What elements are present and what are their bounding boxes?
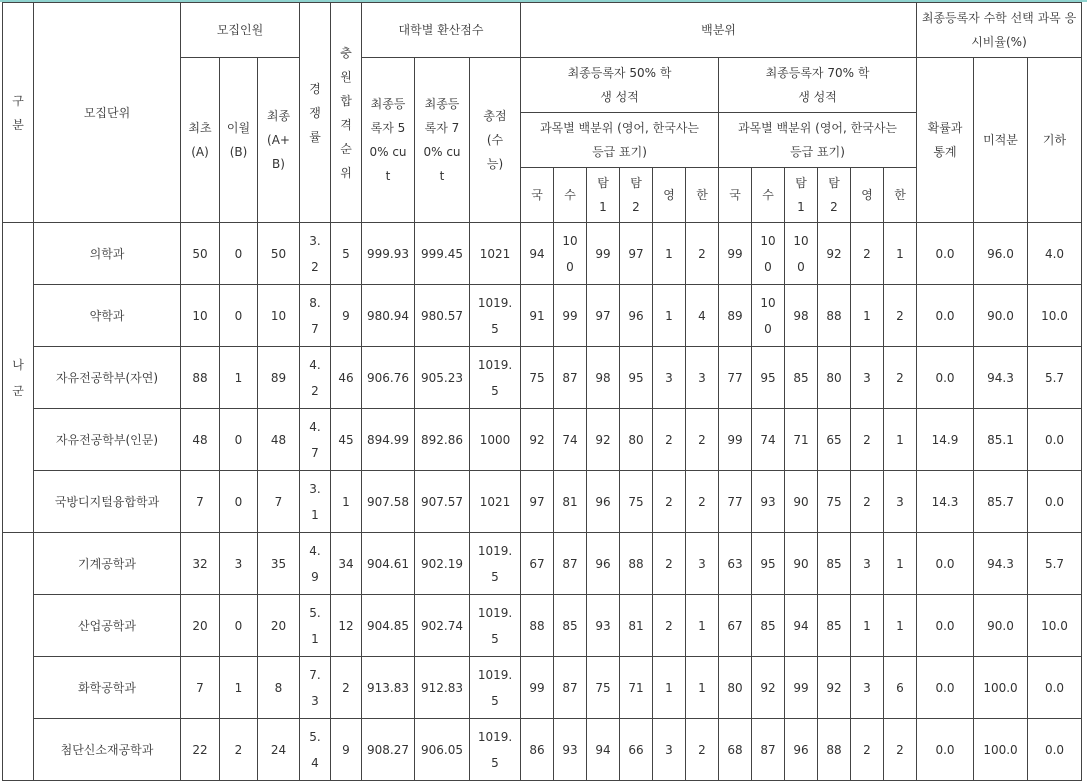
p50-kor-cell: 86 xyxy=(521,719,554,781)
ratio-geo-cell: 0.0 xyxy=(1028,719,1082,781)
p50-eng-cell: 1 xyxy=(653,285,686,347)
p50-math-cell: 93 xyxy=(554,719,587,781)
header-subject-eng: 영 xyxy=(851,168,884,223)
ratio-prob-cell: 14.9 xyxy=(917,409,974,471)
table-row xyxy=(3,595,1082,657)
quota-carry-cell: 1 xyxy=(220,347,258,409)
conv-70-cell: 906.05 xyxy=(415,719,470,781)
p70-history-cell: 1 xyxy=(884,223,917,285)
header-waitlist-rank: 충원합격순위 xyxy=(331,3,362,223)
table-row xyxy=(3,533,1082,595)
quota-initial-cell: 48 xyxy=(181,409,220,471)
p50-history-cell: 4 xyxy=(686,285,719,347)
header-ratio-prob: 확률과 통계 xyxy=(917,58,974,223)
unit-cell: 약학과 xyxy=(34,285,181,347)
quota-carry-cell: 0 xyxy=(220,471,258,533)
competition-cell: 8.7 xyxy=(300,285,331,347)
header-subject-math: 수 xyxy=(752,168,785,223)
p50-math-cell: 87 xyxy=(554,533,587,595)
header-subject-history: 한 xyxy=(686,168,719,223)
admission-results-table xyxy=(2,2,1082,781)
p70-inquiry1-cell: 96 xyxy=(785,719,818,781)
quota-initial-cell: 88 xyxy=(181,347,220,409)
p50-kor-cell: 99 xyxy=(521,657,554,719)
quota-carry-cell: 0 xyxy=(220,409,258,471)
header-competition: 경쟁률 xyxy=(300,3,331,223)
p50-eng-cell: 2 xyxy=(653,471,686,533)
quota-final-cell: 50 xyxy=(258,223,300,285)
p70-kor-cell: 89 xyxy=(719,285,752,347)
header-p50-subject-note: 과목별 백분위 (영어, 한국사는 등급 표기) xyxy=(521,113,719,168)
p70-kor-cell: 67 xyxy=(719,595,752,657)
quota-final-cell: 8 xyxy=(258,657,300,719)
quota-carry-cell: 0 xyxy=(220,595,258,657)
p70-eng-cell: 3 xyxy=(851,533,884,595)
p70-inquiry2-cell: 88 xyxy=(818,719,851,781)
p50-eng-cell: 2 xyxy=(653,533,686,595)
p50-inquiry1-cell: 97 xyxy=(587,285,620,347)
p70-math-cell: 85 xyxy=(752,595,785,657)
ratio-geo-cell: 10.0 xyxy=(1028,595,1082,657)
header-ratio-calc: 미적분 xyxy=(974,58,1028,223)
p50-inquiry1-cell: 94 xyxy=(587,719,620,781)
table-row xyxy=(3,471,1082,533)
waitlist-rank-cell: 5 xyxy=(331,223,362,285)
p50-history-cell: 2 xyxy=(686,223,719,285)
p50-eng-cell: 1 xyxy=(653,223,686,285)
quota-final-cell: 35 xyxy=(258,533,300,595)
p50-inquiry1-cell: 93 xyxy=(587,595,620,657)
quota-final-cell: 10 xyxy=(258,285,300,347)
quota-initial-cell: 50 xyxy=(181,223,220,285)
p50-eng-cell: 2 xyxy=(653,595,686,657)
unit-cell: 자유전공학부(인문) xyxy=(34,409,181,471)
total-score-cell: 1019.5 xyxy=(470,533,521,595)
p50-eng-cell: 1 xyxy=(653,657,686,719)
conv-50-cell: 894.99 xyxy=(362,409,415,471)
conv-70-cell: 902.74 xyxy=(415,595,470,657)
conv-70-cell: 892.86 xyxy=(415,409,470,471)
table-row xyxy=(3,657,1082,719)
header-quota-initial: 최초 (A) xyxy=(181,58,220,223)
p70-math-cell: 95 xyxy=(752,533,785,595)
header-quota-carry: 이월 (B) xyxy=(220,58,258,223)
ratio-geo-cell: 0.0 xyxy=(1028,471,1082,533)
quota-final-cell: 7 xyxy=(258,471,300,533)
ratio-prob-cell: 0.0 xyxy=(917,285,974,347)
header-percentile: 백분위 xyxy=(521,3,917,58)
table-row xyxy=(3,347,1082,409)
p70-math-cell: 92 xyxy=(752,657,785,719)
p50-eng-cell: 3 xyxy=(653,347,686,409)
ratio-prob-cell: 0.0 xyxy=(917,657,974,719)
quota-final-cell: 20 xyxy=(258,595,300,657)
header-subject-math: 수 xyxy=(554,168,587,223)
p50-history-cell: 2 xyxy=(686,719,719,781)
total-score-cell: 1000 xyxy=(470,409,521,471)
p50-kor-cell: 67 xyxy=(521,533,554,595)
p70-kor-cell: 80 xyxy=(719,657,752,719)
table-row xyxy=(3,285,1082,347)
header-converted-score: 대학별 환산점수 xyxy=(362,3,521,58)
p70-inquiry2-cell: 92 xyxy=(818,657,851,719)
competition-cell: 5.4 xyxy=(300,719,331,781)
unit-cell: 기계공학과 xyxy=(34,533,181,595)
header-quota: 모집인원 xyxy=(181,3,300,58)
header-conv-50: 최종등록자 50% cut xyxy=(362,58,415,223)
p70-inquiry2-cell: 85 xyxy=(818,533,851,595)
p70-history-cell: 6 xyxy=(884,657,917,719)
conv-70-cell: 980.57 xyxy=(415,285,470,347)
p50-inquiry1-cell: 98 xyxy=(587,347,620,409)
header-ratio-geo: 기하 xyxy=(1028,58,1082,223)
p50-inquiry1-cell: 99 xyxy=(587,223,620,285)
p70-history-cell: 3 xyxy=(884,471,917,533)
ratio-geo-cell: 0.0 xyxy=(1028,657,1082,719)
table-row xyxy=(3,409,1082,471)
p70-inquiry1-cell: 100 xyxy=(785,223,818,285)
ratio-calc-cell: 85.1 xyxy=(974,409,1028,471)
p50-inquiry1-cell: 75 xyxy=(587,657,620,719)
total-score-cell: 1019.5 xyxy=(470,347,521,409)
p50-history-cell: 1 xyxy=(686,657,719,719)
total-score-cell: 1019.5 xyxy=(470,285,521,347)
waitlist-rank-cell: 9 xyxy=(331,285,362,347)
ratio-prob-cell: 0.0 xyxy=(917,533,974,595)
header-subject-kor: 국 xyxy=(719,168,752,223)
waitlist-rank-cell: 9 xyxy=(331,719,362,781)
p50-kor-cell: 91 xyxy=(521,285,554,347)
total-score-cell: 1021 xyxy=(470,471,521,533)
conv-70-cell: 999.45 xyxy=(415,223,470,285)
header-subject-history: 한 xyxy=(884,168,917,223)
waitlist-rank-cell: 46 xyxy=(331,347,362,409)
p70-inquiry1-cell: 90 xyxy=(785,471,818,533)
p50-history-cell: 2 xyxy=(686,471,719,533)
p50-history-cell: 2 xyxy=(686,409,719,471)
waitlist-rank-cell: 2 xyxy=(331,657,362,719)
p50-math-cell: 81 xyxy=(554,471,587,533)
p50-kor-cell: 92 xyxy=(521,409,554,471)
conv-50-cell: 980.94 xyxy=(362,285,415,347)
quota-carry-cell: 2 xyxy=(220,719,258,781)
header-p70-subject-note: 과목별 백분위 (영어, 한국사는 등급 표기) xyxy=(719,113,917,168)
table-body xyxy=(3,223,1082,781)
p70-history-cell: 2 xyxy=(884,285,917,347)
conv-50-cell: 904.61 xyxy=(362,533,415,595)
p70-kor-cell: 77 xyxy=(719,347,752,409)
p70-history-cell: 1 xyxy=(884,533,917,595)
ratio-prob-cell: 0.0 xyxy=(917,223,974,285)
p50-inquiry1-cell: 92 xyxy=(587,409,620,471)
ratio-prob-cell: 14.3 xyxy=(917,471,974,533)
ratio-prob-cell: 0.0 xyxy=(917,347,974,409)
p70-math-cell: 95 xyxy=(752,347,785,409)
ratio-geo-cell: 5.7 xyxy=(1028,533,1082,595)
p70-inquiry1-cell: 85 xyxy=(785,347,818,409)
header-total-score: 총점 (수능) xyxy=(470,58,521,223)
p50-inquiry1-cell: 96 xyxy=(587,471,620,533)
conv-50-cell: 908.27 xyxy=(362,719,415,781)
p50-inquiry2-cell: 88 xyxy=(620,533,653,595)
p70-inquiry1-cell: 98 xyxy=(785,285,818,347)
competition-cell: 3.2 xyxy=(300,223,331,285)
p70-kor-cell: 68 xyxy=(719,719,752,781)
p70-eng-cell: 2 xyxy=(851,719,884,781)
header-math-ratio: 최종등록자 수학 선택 과목 응시비율(%) xyxy=(917,3,1082,58)
quota-final-cell: 48 xyxy=(258,409,300,471)
header-conv-70: 최종등록자 70% cut xyxy=(415,58,470,223)
unit-cell: 자유전공학부(자연) xyxy=(34,347,181,409)
p70-inquiry2-cell: 88 xyxy=(818,285,851,347)
group-cell xyxy=(3,533,34,781)
quota-carry-cell: 3 xyxy=(220,533,258,595)
p50-math-cell: 87 xyxy=(554,347,587,409)
p70-inquiry1-cell: 94 xyxy=(785,595,818,657)
header-subject-kor: 국 xyxy=(521,168,554,223)
p50-inquiry2-cell: 71 xyxy=(620,657,653,719)
quota-final-cell: 24 xyxy=(258,719,300,781)
p50-inquiry2-cell: 80 xyxy=(620,409,653,471)
conv-50-cell: 999.93 xyxy=(362,223,415,285)
p70-eng-cell: 1 xyxy=(851,285,884,347)
p50-math-cell: 100 xyxy=(554,223,587,285)
p70-history-cell: 2 xyxy=(884,719,917,781)
group-cell: 나군 xyxy=(3,223,34,533)
p50-history-cell: 3 xyxy=(686,347,719,409)
p50-inquiry2-cell: 97 xyxy=(620,223,653,285)
p50-inquiry2-cell: 96 xyxy=(620,285,653,347)
p70-eng-cell: 3 xyxy=(851,347,884,409)
p70-kor-cell: 77 xyxy=(719,471,752,533)
waitlist-rank-cell: 34 xyxy=(331,533,362,595)
ratio-prob-cell: 0.0 xyxy=(917,595,974,657)
p50-history-cell: 3 xyxy=(686,533,719,595)
ratio-calc-cell: 94.3 xyxy=(974,347,1028,409)
conv-50-cell: 913.83 xyxy=(362,657,415,719)
competition-cell: 4.7 xyxy=(300,409,331,471)
p50-inquiry2-cell: 81 xyxy=(620,595,653,657)
ratio-geo-cell: 0.0 xyxy=(1028,409,1082,471)
p70-math-cell: 100 xyxy=(752,223,785,285)
competition-cell: 3.1 xyxy=(300,471,331,533)
ratio-calc-cell: 94.3 xyxy=(974,533,1028,595)
p70-inquiry2-cell: 85 xyxy=(818,595,851,657)
p70-math-cell: 74 xyxy=(752,409,785,471)
conv-70-cell: 912.83 xyxy=(415,657,470,719)
p50-inquiry2-cell: 66 xyxy=(620,719,653,781)
header-subject-inquiry2: 탐2 xyxy=(620,168,653,223)
p70-inquiry1-cell: 99 xyxy=(785,657,818,719)
competition-cell: 7.3 xyxy=(300,657,331,719)
quota-final-cell: 89 xyxy=(258,347,300,409)
p50-kor-cell: 88 xyxy=(521,595,554,657)
p70-inquiry1-cell: 90 xyxy=(785,533,818,595)
ratio-prob-cell: 0.0 xyxy=(917,719,974,781)
total-score-cell: 1019.5 xyxy=(470,595,521,657)
p70-kor-cell: 63 xyxy=(719,533,752,595)
p70-inquiry2-cell: 65 xyxy=(818,409,851,471)
quota-initial-cell: 32 xyxy=(181,533,220,595)
quota-initial-cell: 22 xyxy=(181,719,220,781)
p50-inquiry2-cell: 75 xyxy=(620,471,653,533)
conv-70-cell: 905.23 xyxy=(415,347,470,409)
quota-initial-cell: 10 xyxy=(181,285,220,347)
p70-eng-cell: 2 xyxy=(851,409,884,471)
ratio-geo-cell: 10.0 xyxy=(1028,285,1082,347)
ratio-geo-cell: 5.7 xyxy=(1028,347,1082,409)
total-score-cell: 1019.5 xyxy=(470,657,521,719)
p50-kor-cell: 75 xyxy=(521,347,554,409)
p70-math-cell: 87 xyxy=(752,719,785,781)
quota-initial-cell: 20 xyxy=(181,595,220,657)
competition-cell: 4.9 xyxy=(300,533,331,595)
p70-inquiry2-cell: 75 xyxy=(818,471,851,533)
ratio-calc-cell: 90.0 xyxy=(974,285,1028,347)
p70-math-cell: 100 xyxy=(752,285,785,347)
p70-eng-cell: 2 xyxy=(851,223,884,285)
conv-50-cell: 907.58 xyxy=(362,471,415,533)
conv-50-cell: 906.76 xyxy=(362,347,415,409)
header-subject-inquiry2: 탐2 xyxy=(818,168,851,223)
p50-math-cell: 74 xyxy=(554,409,587,471)
p70-math-cell: 93 xyxy=(752,471,785,533)
p50-history-cell: 1 xyxy=(686,595,719,657)
p70-inquiry2-cell: 80 xyxy=(818,347,851,409)
header-quota-final: 최종 (A+B) xyxy=(258,58,300,223)
p50-inquiry2-cell: 95 xyxy=(620,347,653,409)
p70-eng-cell: 3 xyxy=(851,657,884,719)
header-p50-title: 최종등록자 50% 학생 성적 xyxy=(521,58,719,113)
quota-carry-cell: 0 xyxy=(220,223,258,285)
p70-eng-cell: 2 xyxy=(851,471,884,533)
ratio-calc-cell: 100.0 xyxy=(974,719,1028,781)
conv-70-cell: 902.19 xyxy=(415,533,470,595)
header-subject-inquiry1: 탐1 xyxy=(785,168,818,223)
unit-cell: 화학공학과 xyxy=(34,657,181,719)
competition-cell: 5.1 xyxy=(300,595,331,657)
p70-kor-cell: 99 xyxy=(719,223,752,285)
competition-cell: 4.2 xyxy=(300,347,331,409)
header-subject-inquiry1: 탐1 xyxy=(587,168,620,223)
ratio-calc-cell: 100.0 xyxy=(974,657,1028,719)
p50-eng-cell: 3 xyxy=(653,719,686,781)
p70-history-cell: 2 xyxy=(884,347,917,409)
unit-cell: 국방디지털융합학과 xyxy=(34,471,181,533)
ratio-calc-cell: 85.7 xyxy=(974,471,1028,533)
p70-inquiry1-cell: 71 xyxy=(785,409,818,471)
unit-cell: 첨단신소재공학과 xyxy=(34,719,181,781)
p70-inquiry2-cell: 92 xyxy=(818,223,851,285)
p50-math-cell: 99 xyxy=(554,285,587,347)
table-row xyxy=(3,719,1082,781)
header-p70-title: 최종등록자 70% 학생 성적 xyxy=(719,58,917,113)
quota-carry-cell: 1 xyxy=(220,657,258,719)
p50-math-cell: 87 xyxy=(554,657,587,719)
table-row xyxy=(3,223,1082,285)
header-unit: 모집단위 xyxy=(34,3,181,223)
p50-kor-cell: 94 xyxy=(521,223,554,285)
ratio-geo-cell: 4.0 xyxy=(1028,223,1082,285)
p70-kor-cell: 99 xyxy=(719,409,752,471)
quota-initial-cell: 7 xyxy=(181,471,220,533)
conv-70-cell: 907.57 xyxy=(415,471,470,533)
quota-initial-cell: 7 xyxy=(181,657,220,719)
waitlist-rank-cell: 1 xyxy=(331,471,362,533)
p50-math-cell: 85 xyxy=(554,595,587,657)
p50-kor-cell: 97 xyxy=(521,471,554,533)
ratio-calc-cell: 90.0 xyxy=(974,595,1028,657)
ratio-calc-cell: 96.0 xyxy=(974,223,1028,285)
unit-cell: 산업공학과 xyxy=(34,595,181,657)
p70-history-cell: 1 xyxy=(884,595,917,657)
waitlist-rank-cell: 12 xyxy=(331,595,362,657)
p70-eng-cell: 1 xyxy=(851,595,884,657)
header-group: 구분 xyxy=(3,3,34,223)
total-score-cell: 1021 xyxy=(470,223,521,285)
total-score-cell: 1019.5 xyxy=(470,719,521,781)
p70-history-cell: 1 xyxy=(884,409,917,471)
unit-cell: 의학과 xyxy=(34,223,181,285)
conv-50-cell: 904.85 xyxy=(362,595,415,657)
waitlist-rank-cell: 45 xyxy=(331,409,362,471)
header-subject-eng: 영 xyxy=(653,168,686,223)
quota-carry-cell: 0 xyxy=(220,285,258,347)
p50-inquiry1-cell: 96 xyxy=(587,533,620,595)
p50-eng-cell: 2 xyxy=(653,409,686,471)
